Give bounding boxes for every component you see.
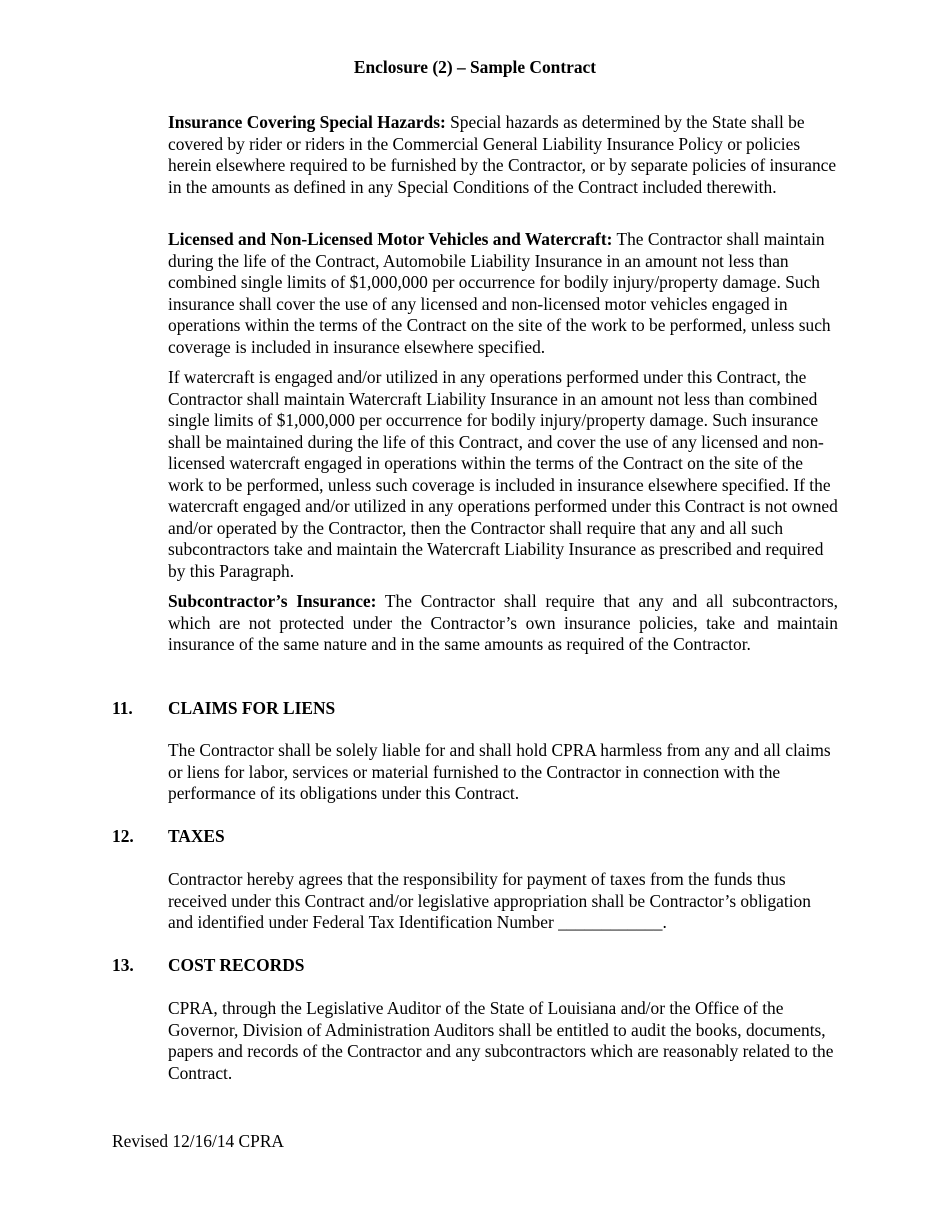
special-hazards-text: Special hazards as determined by the State shall be covered by rider or riders in the Commercial General Liability Insurance Policy or policies herein elsewhere required to be furnished by the Contractor, or by separate policies of insurance in the amounts as defined in any Special Conditions of the Contract included therewith. [168,112,837,197]
section-11-body: The Contractor shall be solely liable for and shall hold CPRA harmless from any and all claims or liens for labor, services or material furnished to the Contractor in connection with the performance of its obligations under this Contract. [168,740,831,803]
motor-vehicles-text: The Contractor shall maintain during the life of the Contract, Automobile Liability Insurance in an amount not less than combined single limits of $1,000,000 per occurrence for bodily injury/property damage. Such insurance shall cover the use of any licensed and non-licensed motor vehicles engaged in operations within the terms of the Contract on the site of the work to be performed, unless such coverage is included in insurance elsewhere specified. [168,229,831,357]
section-title: CLAIMS FOR LIENS [168,698,336,718]
section-number: 11. [112,698,133,718]
subcontractor-paragraph [168,591,838,656]
section-12-heading [112,826,812,848]
section-11-heading [112,698,812,720]
revision-footer: Revised 12/16/14 CPRA [112,1131,284,1151]
motor-vehicles-paragraph [168,229,838,358]
section-13-heading [112,955,812,977]
section-13-body: CPRA, through the Legislative Auditor of the State of Louisiana and/or the Office of the Governor, Division of Administration Auditors shall be entitled to audit the books, documents, papers and records of the Contractor and any subcontractors which are reasonably related to the Contract. [168,998,834,1083]
section-number: 13. [112,955,134,975]
motor-vehicles-heading: Licensed and Non-Licensed Motor Vehicles and Watercraft: [168,229,613,249]
section-title: COST RECORDS [168,955,305,975]
section-title: TAXES [168,826,225,846]
special-hazards-heading: Insurance Covering Special Hazards: [168,112,446,132]
special-hazards-paragraph [168,112,838,198]
watercraft-paragraph [168,367,838,582]
subcontractor-text: The Contractor shall require that any and all subcontractors, which are not protected under the Contractor’s own insurance policies, take and maintain insurance of the same nature and in the same amounts as required of the Contractor. [168,591,838,654]
watercraft-text: If watercraft is engaged and/or utilized in any operations performed under this Contract, the Contractor shall maintain Watercraft Liability Insurance in an amount not less than combined single limits of $1,000,000 per occurrence for bodily injury/property damage. Such insurance shall be maintained during the life of this Contract, and cover the use of any licensed and non-licensed watercraft engaged in operations within the terms of the Contract on the site of the work to be performed, unless such coverage is included in insurance elsewhere specified. If the watercraft engaged and/or utilized in any operations performed under this Contract is not owned and/or operated by the Contractor, then the Contractor shall require that any and all such subcontractors take and maintain the Watercraft Liability Insurance as prescribed and required by this Paragraph. [168,367,838,581]
page-title: Enclosure (2) – Sample Contract [353,57,597,77]
section-12-body: Contractor hereby agrees that the responsibility for payment of taxes from the funds thus received under this Contract and/or legislative appropriation shall be Contractor’s obligation and identified under Federal Tax Identification Number ____________. [168,869,811,932]
subcontractor-heading: Subcontractor’s Insurance: [168,591,377,611]
section-number: 12. [112,826,134,846]
